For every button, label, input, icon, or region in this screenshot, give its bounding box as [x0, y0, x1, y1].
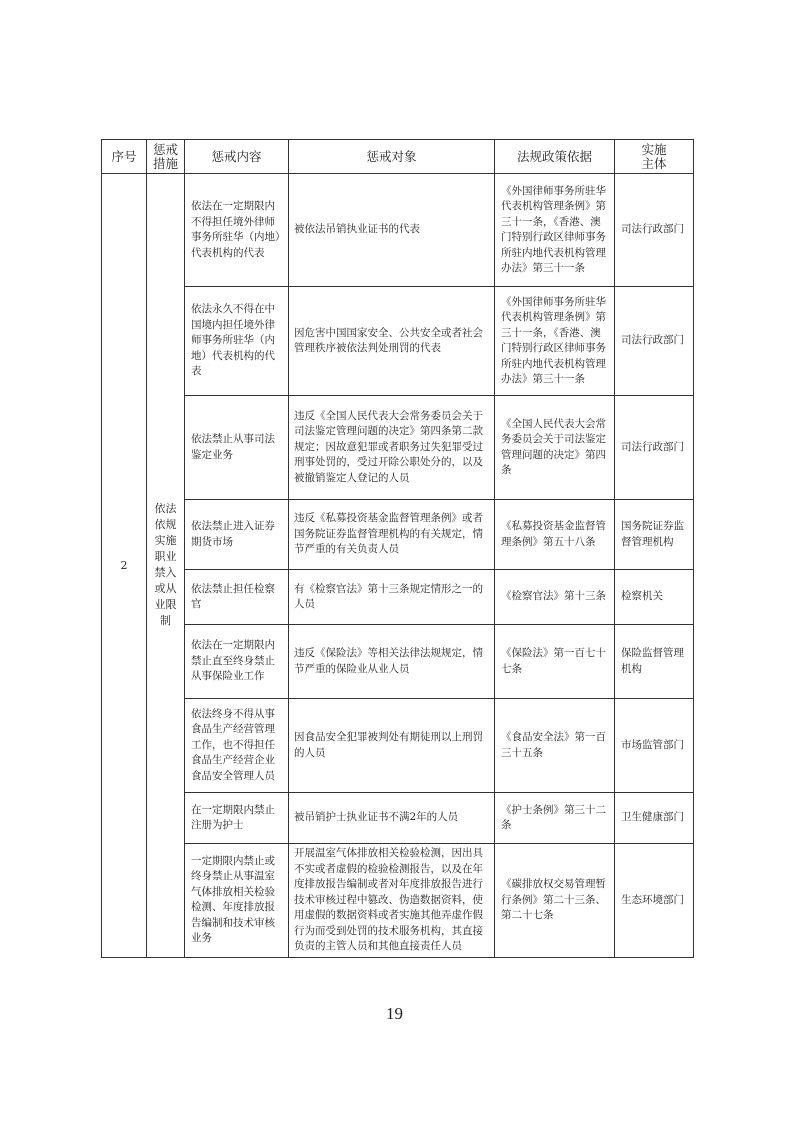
- row-basis: 《护士条例》第三十二条: [495, 793, 615, 844]
- header-index: 序号: [102, 140, 147, 174]
- row-content: 依法禁止担任检察官: [185, 570, 289, 625]
- table-row: [102, 287, 694, 396]
- row-agency: 司法行政部门: [615, 174, 694, 287]
- header-content: 惩戒内容: [185, 140, 289, 174]
- row-agency: 卫生健康部门: [615, 793, 694, 844]
- table-row: [102, 174, 694, 287]
- table-row: [102, 570, 694, 625]
- row-basis: 《外国律师事务所驻华代表机构管理条例》第三十一条，《香港、澳门特别行政区律师事务所驻内地代表机构管理办法》第三十一条: [495, 287, 615, 396]
- table-row: [102, 396, 694, 500]
- table-row: [102, 500, 694, 570]
- row-agency: 国务院证券监督管理机构: [615, 500, 694, 570]
- row-basis: 《食品安全法》第一百三十五条: [495, 699, 615, 793]
- row-target: 违反《私募投资基金监督管理条例》或者国务院证券监督管理机构的有关规定，情节严重的有关负责人员: [289, 500, 495, 570]
- header-agency: [615, 140, 694, 174]
- row-agency: 市场监管部门: [615, 699, 694, 793]
- row-basis: 《保险法》第一百七十七条: [495, 625, 615, 699]
- header-target: 惩戒对象: [289, 140, 495, 174]
- row-content: 依法禁止从事司法鉴定业务: [185, 396, 289, 500]
- row-basis: 《碳排放权交易管理暂行条例》第二十三条、第二十七条: [495, 844, 615, 958]
- row-agency: 检察机关: [615, 570, 694, 625]
- row-content: 依法在一定期限内禁止直至终身禁止从事保险业工作: [185, 625, 289, 699]
- header-measure-text: 惩戒措施: [153, 141, 179, 171]
- row-target: 开展温室气体排放相关检验检测，因出具不实或者虚假的检验检测报告，以及在年度排放报告编制或者对年度排放报告进行技术审核过程中篡改、伪造数据资料，使用虚假的数据资料或者实施其他弄虚作假行为而受到处罚的技术服务机构，其直接负责的主管人员和其他直接责任人员: [289, 844, 495, 958]
- row-content: 一定期限内禁止或终身禁止从事温室气体排放相关检验检测、年度排放报告编制和技术审核业务: [185, 844, 289, 958]
- row-basis: 《外国律师事务所驻华代表机构管理条例》第三十一条，《香港、澳门特别行政区律师事务所驻内地代表机构管理办法》第三十一条: [495, 174, 615, 287]
- row-agency: 司法行政部门: [615, 287, 694, 396]
- group-measure-text: 依法依规实施职业禁入或从业限制: [154, 502, 177, 628]
- group-index: 2: [102, 174, 147, 958]
- table-row: [102, 699, 694, 793]
- header-agency-text: 实施主体: [641, 141, 667, 171]
- row-content: 依法在一定期限内不得担任境外律师事务所驻华（内地）代表机构的代表: [185, 174, 289, 287]
- row-agency: 生态环境部门: [615, 844, 694, 958]
- header-measure: [147, 140, 185, 174]
- discipline-table: [101, 139, 694, 958]
- row-target: 违反《全国人民代表大会常务委员会关于司法鉴定管理问题的决定》第四条第二款规定；因故意犯罪或者职务过失犯罪受过刑事处罚的，受过开除公职处分的，以及被撤销鉴定人登记的人员: [289, 396, 495, 500]
- row-target: 被吊销护士执业证书不满2年的人员: [289, 793, 495, 844]
- row-content: 依法终身不得从事食品生产经营管理工作，也不得担任食品生产经营企业食品安全管理人员: [185, 699, 289, 793]
- row-basis: 《检察官法》第十三条: [495, 570, 615, 625]
- row-basis: 《全国人民代表大会常务委员会关于司法鉴定管理问题的决定》第四条: [495, 396, 615, 500]
- header-basis: 法规政策依据: [495, 140, 615, 174]
- table-header-row: [102, 140, 694, 174]
- table-row: [102, 625, 694, 699]
- row-content: 在一定期限内禁止注册为护士: [185, 793, 289, 844]
- table-row: [102, 844, 694, 958]
- page-number: 19: [386, 1004, 403, 1023]
- group-measure: [147, 174, 185, 958]
- row-target: 被依法吊销执业证书的代表: [289, 174, 495, 287]
- table-row: [102, 793, 694, 844]
- row-basis: 《私募投资基金监督管理条例》第五十八条: [495, 500, 615, 570]
- row-content: 依法禁止进入证券期货市场: [185, 500, 289, 570]
- row-agency: 保险监督管理机构: [615, 625, 694, 699]
- row-agency: 司法行政部门: [615, 396, 694, 500]
- row-target: 有《检察官法》第十三条规定情形之一的人员: [289, 570, 495, 625]
- row-target: 因危害中国国家安全、公共安全或者社会管理秩序被依法判处刑罚的代表: [289, 287, 495, 396]
- row-target: 违反《保险法》等相关法律法规规定，情节严重的保险业从业人员: [289, 625, 495, 699]
- row-content: 依法永久不得在中国境内担任境外律师事务所驻华（内地）代表机构的代表: [185, 287, 289, 396]
- row-target: 因食品安全犯罪被判处有期徒刑以上刑罚的人员: [289, 699, 495, 793]
